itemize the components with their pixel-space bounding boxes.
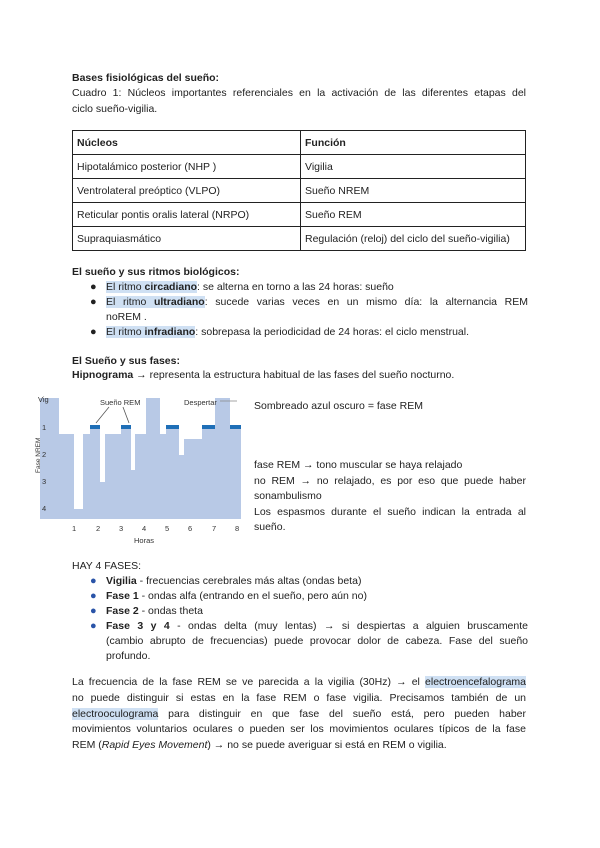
table-header-row (73, 131, 526, 155)
table-row (73, 203, 526, 227)
phase-term: Fase 3 y 4 (106, 620, 170, 632)
phase-cont-line: (cambio abrupto de frecuencias) puede provocar dolor de cabeza. Fase del sueño (106, 635, 528, 647)
phase-desc: - frecuencias cerebrales más altas (ondas beta) (136, 575, 362, 587)
rem-bar (121, 425, 131, 429)
x-axis-label: Horas (134, 536, 155, 545)
paragraph-line: movimientos voluntarios oculares o pueden ser los movimientos oculares típicos de la fase (72, 723, 526, 736)
bullet-icon: ● (90, 575, 97, 587)
rem-label: Sueño REM (100, 398, 141, 407)
y-tick-label: 2 (42, 450, 47, 459)
list-item (88, 295, 528, 325)
spasm-note-line: Los espasmos durante el sueño indican la entrada al (254, 505, 526, 518)
phase-cont-line: profundo. (106, 650, 151, 662)
phase-desc: - ondas delta (muy lentas) → si despiertas a alguien bruscamente (169, 620, 528, 632)
phase-desc: - ondas theta (138, 605, 203, 617)
paragraph-text: REM ( (72, 739, 102, 752)
list-item (88, 604, 528, 619)
table-row (73, 227, 526, 251)
rhythm-pre: El ritmo (106, 296, 154, 308)
x-tick-label: 4 (142, 524, 147, 533)
rhythm-pre: El ritmo (106, 326, 145, 338)
spasm-note-line: sueño. (254, 521, 286, 533)
bullet-icon: ● (90, 281, 97, 293)
phase-term: Vigilia (106, 575, 137, 587)
list-item (88, 325, 528, 340)
rem-bar (202, 425, 215, 429)
phase-term: Fase 1 (106, 590, 139, 602)
table-cell: Sueño NREM (301, 179, 526, 203)
list-item (88, 619, 528, 664)
paragraph-line (72, 675, 526, 691)
highlight-term: electrooculograma (72, 707, 159, 720)
x-tick-label: 7 (212, 524, 217, 533)
y-axis-title: Fase NREM (35, 437, 42, 473)
rem-bar (166, 425, 179, 429)
rem-notes (254, 458, 526, 536)
table-header-nucleos: Núcleos (73, 131, 301, 155)
paragraph-line: no puede distinguir si estas en la fase REM o fase vigilia. Precisamos también de un (72, 691, 526, 704)
nuclei-table (72, 130, 526, 251)
bullet-icon: ● (90, 590, 97, 602)
list-item (88, 589, 528, 604)
hypnogram-desc: → representa la estructura habitual de las fases del sueño nocturno. (133, 369, 455, 381)
paragraph-text: La frecuencia de la fase REM se ve parecida a la vigilia (30Hz) → el (72, 676, 426, 688)
paragraph-line (72, 707, 526, 723)
bullet-icon: ● (90, 296, 97, 308)
phase-term: Fase 2 (106, 605, 139, 617)
table-caption (72, 86, 526, 117)
hypnogram-area (40, 398, 241, 519)
table-cell: Reticular pontis oralis lateral (NRPO) (73, 203, 301, 227)
bullet-icon: ● (90, 605, 97, 617)
rhythm-desc: : sucede varias veces en un mismo día: la alternancia REM (204, 296, 528, 308)
paragraph-line (72, 738, 526, 754)
paragraph-text: ) → no se puede averiguar si está en REM o vigilia. (207, 739, 447, 752)
rhythm-term: ultradiano (153, 296, 205, 308)
x-tick-label: 6 (188, 524, 193, 533)
x-tick-label: 3 (119, 524, 124, 533)
wake-label: Despertar (184, 398, 217, 407)
table-cell: Vigilia (301, 155, 526, 179)
rem-bar (90, 425, 100, 429)
y-tick-label: 3 (42, 477, 47, 486)
highlight-term: electroencefalograma (425, 676, 526, 688)
phase-desc: - ondas alfa (entrando en el sueño, pero aún no) (138, 590, 367, 602)
caption-line-1: Cuadro 1: Núcleos importantes referenciales en la activación de las diferentes etapas del (72, 87, 526, 99)
section-title-rhythms: El sueño y sus ritmos biológicos: (72, 266, 240, 278)
italic-term: Rapid Eyes Movement (101, 739, 208, 752)
rem-leader-line (96, 407, 109, 423)
y-tick-label: 4 (42, 504, 47, 513)
hypnogram-term: Hipnograma (72, 369, 134, 381)
four-phases-title: HAY 4 FASES: (72, 560, 142, 572)
list-item (88, 280, 528, 295)
table-cell: Sueño REM (301, 203, 526, 227)
y-tick-label: Vig (38, 395, 49, 404)
table-row (73, 179, 526, 203)
rem-note-line: fase REM → tono muscular se haya relajado (254, 459, 463, 471)
table-cell: Ventrolateral preóptico (VLPO) (73, 179, 301, 203)
rem-bar (230, 425, 241, 429)
caption-line-2: ciclo sueño-vigilia. (72, 102, 158, 115)
rhythms-list (88, 280, 528, 340)
x-tick-label: 2 (96, 524, 101, 533)
rhythm-pre: El ritmo (106, 281, 145, 293)
norem-note-line: sonambulismo (254, 490, 322, 502)
rhythm-desc: : se alterna en torno a las 24 horas: sueño (197, 281, 394, 293)
x-tick-label: 8 (235, 524, 240, 533)
rhythm-term: circadiano (144, 281, 198, 293)
bullet-icon: ● (90, 326, 97, 338)
table-cell: Hipotalámico posterior (NHP ) (73, 155, 301, 179)
bullet-icon: ● (90, 620, 97, 632)
list-item (88, 574, 528, 589)
norem-note-line: no REM → no relajado, es por eso que puede haber (254, 474, 526, 487)
section-title-phases: El Sueño y sus fases: (72, 355, 180, 367)
table-cell: Supraquiasmático (73, 227, 301, 251)
y-tick-label: 1 (42, 423, 47, 432)
table-cell: Regulación (reloj) del ciclo del sueño-vigilia) (301, 227, 526, 251)
rhythm-term: infradiano (144, 326, 196, 338)
shading-note: Sombreado azul oscuro = fase REM (254, 400, 423, 412)
table-row (73, 155, 526, 179)
final-paragraph (72, 675, 526, 754)
table-header-funcion: Función (301, 131, 526, 155)
four-phases-list (88, 574, 528, 664)
x-tick-label: 5 (165, 524, 170, 533)
rhythm-desc: : sobrepasa la periodicidad de 24 horas: el ciclo menstrual. (195, 326, 470, 338)
x-tick-label: 1 (72, 524, 77, 533)
hypnogram-line (72, 369, 454, 381)
section-title-bases: Bases fisiológicas del sueño: (72, 72, 220, 84)
paragraph-text: para distinguir en que fase del sueño está, pero pueden haber (158, 707, 526, 720)
hypnogram-figure (34, 393, 248, 549)
rem-leader-line (123, 407, 129, 423)
rhythm-cont: noREM . (106, 311, 147, 323)
